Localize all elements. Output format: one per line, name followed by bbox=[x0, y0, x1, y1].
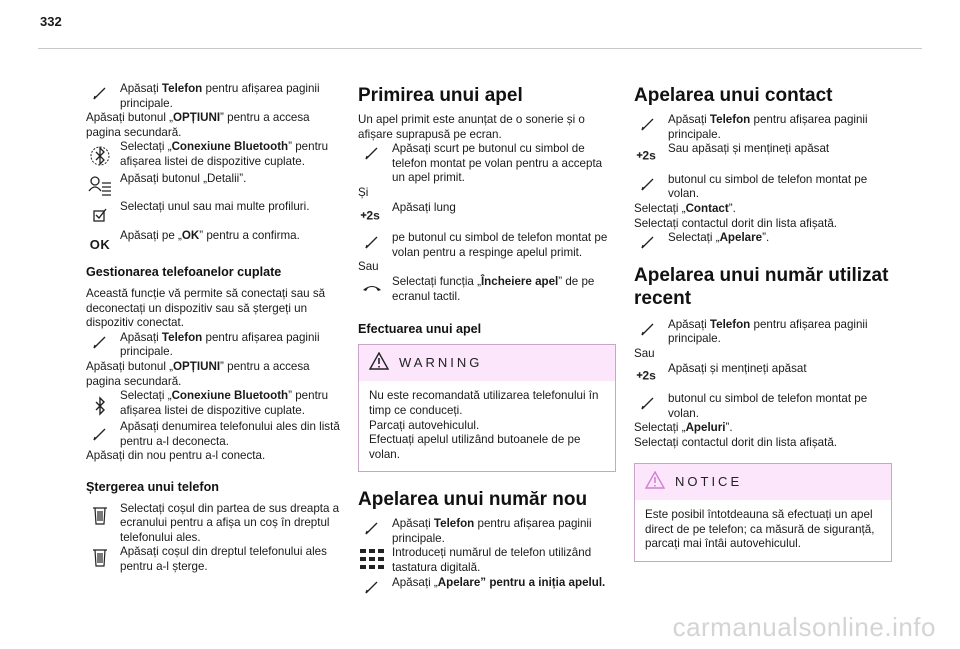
pen-icon bbox=[86, 85, 114, 107]
paragraph: Selectați contactul dorit din lista afișată. bbox=[634, 216, 837, 230]
column-2 bbox=[358, 82, 616, 598]
step: 2s Apăsați și mențineți apăsat bbox=[634, 362, 892, 377]
column-3 bbox=[634, 82, 892, 572]
steering-2s-icon bbox=[358, 205, 386, 227]
step: Apăsați Telefon pentru afișarea paginii principale. bbox=[86, 331, 346, 360]
pen-icon bbox=[358, 520, 386, 542]
step: Selectați coșul din partea de sus dreapta a ecranului pentru a afișa un coș în dreptul telefonului ales. bbox=[86, 502, 346, 546]
trash-icon bbox=[86, 547, 114, 569]
page-number: 332 bbox=[40, 14, 62, 29]
step: Selectați „Conexiune Bluetooth” pentru afișarea listei de dispozitive cuplate. bbox=[86, 389, 346, 418]
step: Apăsați Telefon pentru afișarea paginii principale. bbox=[634, 318, 892, 347]
pen-icon bbox=[86, 334, 114, 356]
svg-text:2s: 2s bbox=[642, 368, 656, 383]
bluetooth-icon bbox=[86, 395, 114, 417]
step: Apăsați coșul din dreptul telefonului ales pentru a-l șterge. bbox=[86, 531, 346, 574]
section-title: Apelarea unui număr nou bbox=[358, 489, 588, 511]
paragraph: Sau bbox=[358, 260, 379, 274]
step: Apăsați butonul „Detalii”. bbox=[86, 172, 346, 187]
paragraph: Apăsați butonul „OPȚIUNI” pentru a accesa pagina secundară. bbox=[86, 359, 310, 388]
pen-icon bbox=[634, 395, 662, 417]
notice-body: Este posibil întotdeauna să efectuați un apel direct de pe telefon; ca măsură de siguranță, parcați mai întâi autovehiculul. bbox=[645, 508, 875, 551]
step: Apăsați Telefon pentru afișarea paginii principale. bbox=[86, 82, 346, 111]
checkbox-icon bbox=[86, 208, 114, 230]
step: Selectați unul sau mai multe profiluri. bbox=[86, 200, 346, 215]
pen-icon bbox=[358, 145, 386, 167]
notice-header bbox=[635, 464, 891, 501]
step: Selectați „Apelare”. bbox=[634, 231, 892, 246]
pen-icon bbox=[634, 321, 662, 343]
pen-icon bbox=[634, 176, 662, 198]
step: Apăsați scurt pe butonul cu simbol de telefon montat pe volan pentru a accepta un apel primit. bbox=[358, 142, 616, 186]
section-heading: Gestionarea telefoanelor cuplate bbox=[86, 265, 282, 280]
pen-icon bbox=[634, 234, 662, 256]
warning-triangle-icon bbox=[645, 471, 665, 494]
paragraph: Selectați „Contact”. bbox=[634, 201, 736, 215]
warning-box bbox=[358, 344, 616, 473]
step: 2s Sau apăsați și mențineți apăsat bbox=[634, 142, 892, 157]
step: Selectați „Conexiune Bluetooth” pentru afișarea listei de dispozitive cuplate. bbox=[86, 140, 346, 169]
paragraph: Un apel primit este anunțat de o sonerie și o afișare suprapusă pe ecran. bbox=[358, 113, 585, 141]
paragraph: Și bbox=[358, 185, 369, 199]
paragraph: Selectați contactul dorit din lista afișată. bbox=[634, 435, 837, 449]
pen-icon bbox=[634, 116, 662, 138]
svg-text:2s: 2s bbox=[366, 208, 380, 223]
section-title: Primirea unui apel bbox=[358, 85, 523, 106]
column-1 bbox=[86, 82, 346, 583]
paragraph: Sau bbox=[634, 346, 655, 360]
step: OK Apăsați pe „OK” pentru a confirma. bbox=[86, 229, 346, 244]
steering-2s-icon bbox=[634, 365, 662, 387]
details-list-icon bbox=[86, 175, 114, 197]
warning-title: WARNING bbox=[399, 354, 483, 370]
pen-icon bbox=[358, 234, 386, 256]
step: Selectați funcția „Încheiere apel” de pe ecranul tactil. bbox=[358, 275, 616, 304]
step: butonul cu simbol de telefon montat pe volan. bbox=[634, 173, 892, 202]
step: Apăsați denumirea telefonului ales din listă pentru a-l deconecta. bbox=[86, 420, 346, 449]
section-title: Apelarea unui contact bbox=[634, 85, 833, 106]
step: Introduceți numărul de telefon utilizând tastatura digitală. bbox=[358, 546, 616, 575]
trash-icon bbox=[86, 505, 114, 527]
section-title: Apelarea unui număr utilizat recent bbox=[634, 264, 889, 309]
keypad-icon bbox=[358, 549, 386, 571]
warning-body: Nu este recomandată utilizarea telefonului în timp ce conduceți. Parcați autovehiculul. Efectuați apelul utilizând butoanele de pe volan. bbox=[369, 389, 599, 461]
step: Apăsați Telefon pentru afișarea paginii principale. bbox=[634, 113, 892, 142]
section-heading: Efectuarea unui apel bbox=[358, 322, 482, 337]
notice-title: NOTICE bbox=[675, 473, 743, 489]
hangup-icon bbox=[358, 284, 386, 306]
paragraph: Această funcție vă permite să conectați sau să deconectați un dispozitiv sau să ștergeți un dispozitiv conectat. bbox=[86, 286, 326, 330]
step: 2s Apăsați lung bbox=[358, 201, 616, 216]
warning-triangle-icon bbox=[369, 352, 389, 375]
section-heading: Ștergerea unui telefon bbox=[86, 480, 219, 495]
paragraph: Apăsați butonul „OPȚIUNI” pentru a accesa pagina secundară. bbox=[86, 111, 310, 139]
ok-icon: OK bbox=[89, 236, 111, 252]
warning-header bbox=[359, 345, 615, 382]
step: butonul cu simbol de telefon montat pe volan. bbox=[634, 392, 892, 421]
step: pe butonul cu simbol de telefon montat pe volan pentru a respinge apelul primit. bbox=[358, 231, 616, 260]
paragraph: Selectați „Apeluri”. bbox=[634, 421, 733, 435]
svg-text:2s: 2s bbox=[642, 148, 656, 163]
top-rule bbox=[38, 48, 922, 49]
pen-icon bbox=[358, 579, 386, 601]
step: Apăsați „Apelare” pentru a iniția apelul. bbox=[358, 576, 616, 591]
bluetooth-icon bbox=[86, 143, 114, 165]
paragraph: Apăsați din nou pentru a-l conecta. bbox=[86, 449, 266, 463]
notice-box bbox=[634, 463, 892, 562]
steering-2s-icon bbox=[634, 145, 662, 167]
watermark: carmanualsonline.info bbox=[672, 612, 936, 642]
pen-icon bbox=[86, 426, 114, 448]
step: Apăsați Telefon pentru afișarea paginii principale. bbox=[358, 517, 616, 546]
